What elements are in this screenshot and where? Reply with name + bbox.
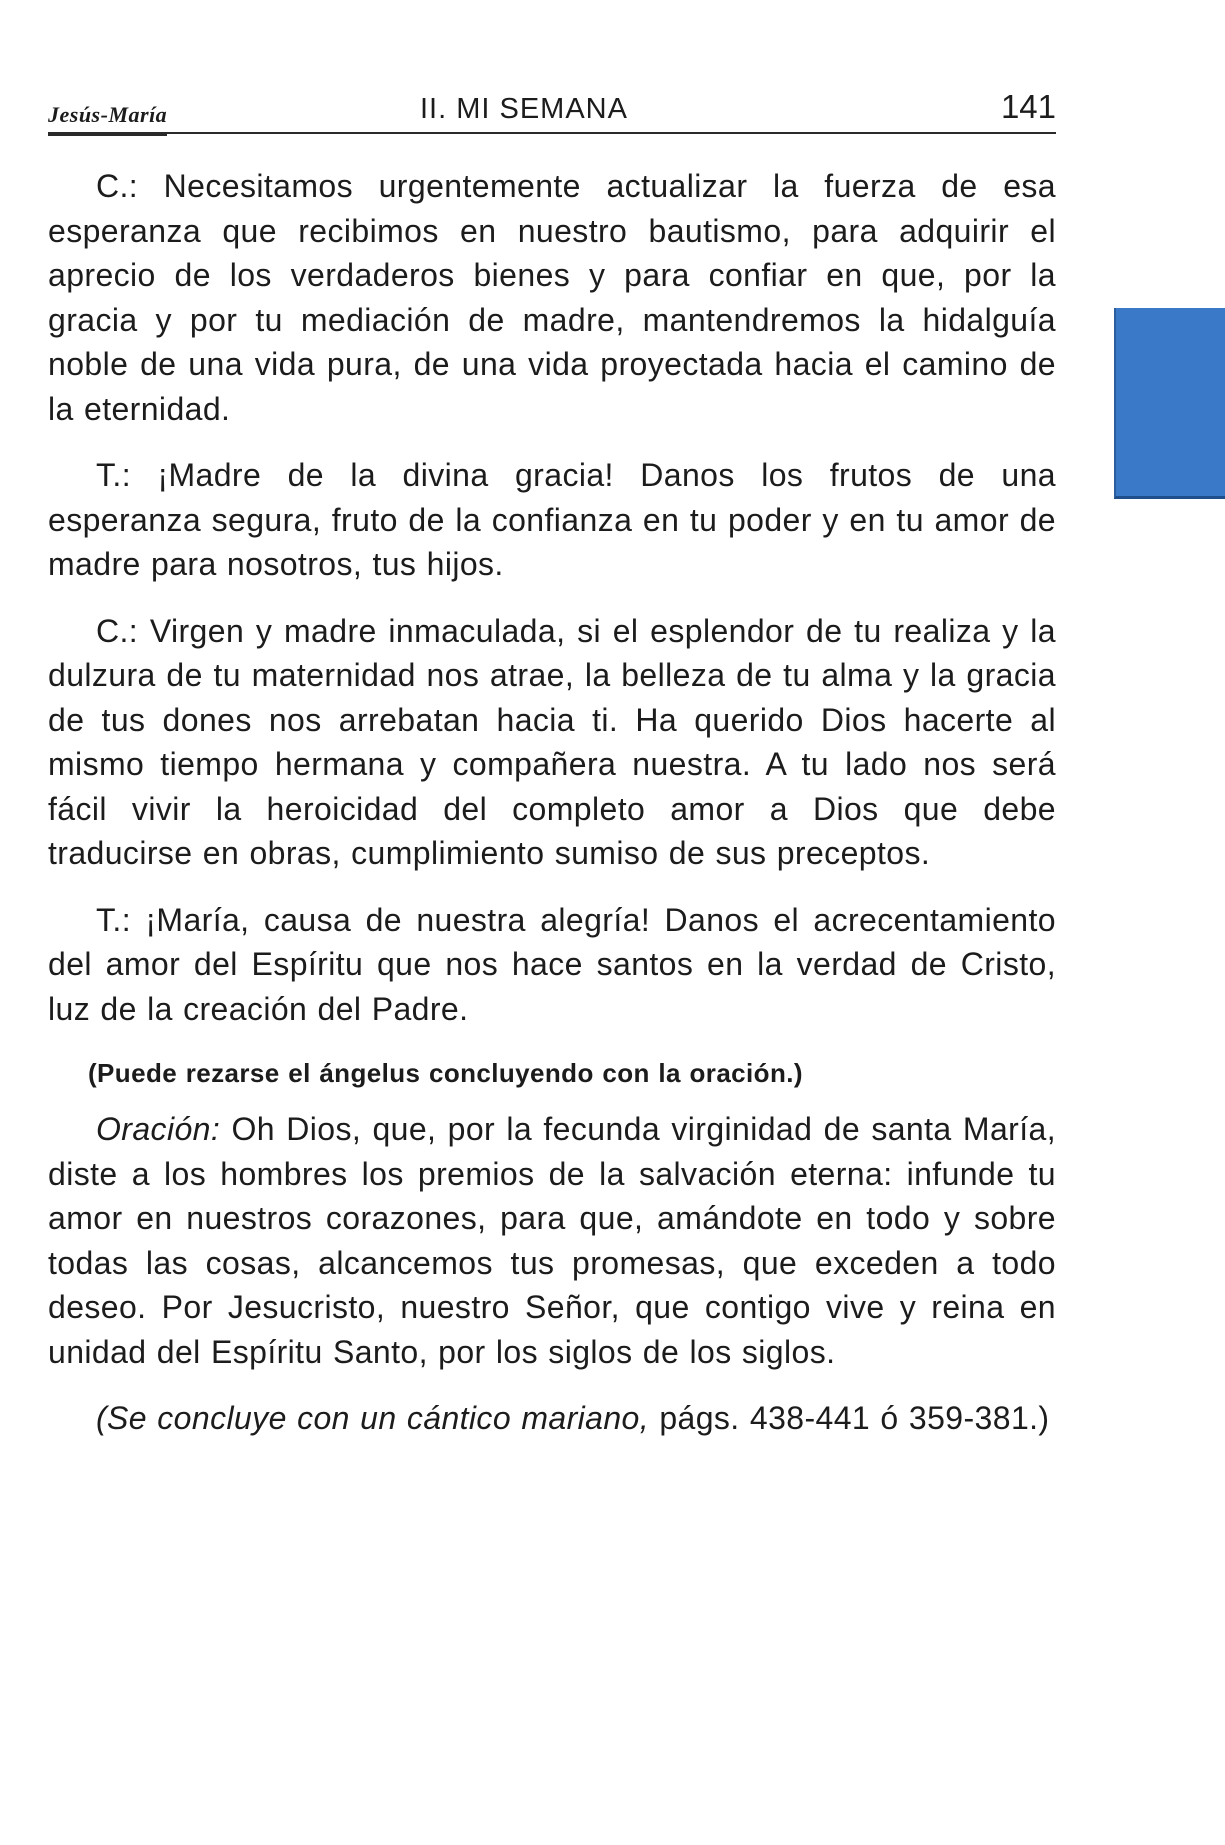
rubric-note: (Puede rezarse el ángelus concluyendo con la oración.): [88, 1058, 803, 1088]
blue-page-tab: [1114, 308, 1225, 499]
page-body: [48, 164, 1056, 1441]
closing-italic: (Se concluye con un cántico mariano,: [96, 1400, 650, 1436]
prayer-paragraph: [48, 1107, 1056, 1374]
paragraph-celebrant-1: C.: Necesitamos urgentemente actualizar la fuerza de esa esperanza que recibimos en nuestro bautismo, para adquirir el aprecio de los verdaderos bienes y para confiar en que, por la gracia y por tu mediación de madre, mantendremos la hidalguía noble de una vida pura, de una vida proyectada hacia el camino de la eternidad.: [48, 168, 1056, 427]
running-head-left: Jesús-María: [48, 102, 168, 127]
running-head-section: II. MI SEMANA: [420, 93, 628, 125]
book-page: [48, 80, 1056, 1463]
paragraph-celebrant-2: C.: Virgen y madre inmaculada, si el esplendor de tu realiza y la dulzura de tu maternidad nos atrae, la belleza de tu alma y la gracia de tus dones nos arrebatan hacia ti. Ha querido Dios hacerte al mismo tiempo hermana y compañera nuestra. A tu lado nos será fácil vivir la heroicidad del completo amor a Dios que debe traducirse en obras, cumplimiento sumiso de sus preceptos.: [48, 612, 1056, 871]
page-header: [48, 80, 1056, 134]
closing-rubric: [48, 1396, 1056, 1441]
closing-pages: págs. 438-441 ó 359-381.): [649, 1400, 1050, 1436]
paragraph-all-1: T.: ¡Madre de la divina gracia! Danos los frutos de una esperanza segura, fruto de la confianza en tu poder y en tu amor de madre para nosotros, tus hijos.: [48, 457, 1056, 582]
prayer-label: Oración:: [96, 1111, 221, 1147]
page-number: 141: [1000, 88, 1056, 125]
prayer-text: Oh Dios, que, por la fecunda virginidad de santa María, diste a los hombres los premios de la salvación eterna: infunde tu amor en nuestros corazones, para que, amándote en todo y sobre todas las cosas, alcancemos tus promesas, que exceden a todo deseo. Por Jesucristo, nuestro Señor, que contigo vive y reina en unidad del Espíritu Santo, por los siglos de los siglos.: [48, 1111, 1056, 1370]
paragraph-all-2: T.: ¡María, causa de nuestra alegría! Danos el acrecentamiento del amor del Espíritu que nos hace santos en la verdad de Cristo, luz de la creación del Padre.: [48, 901, 1056, 1027]
